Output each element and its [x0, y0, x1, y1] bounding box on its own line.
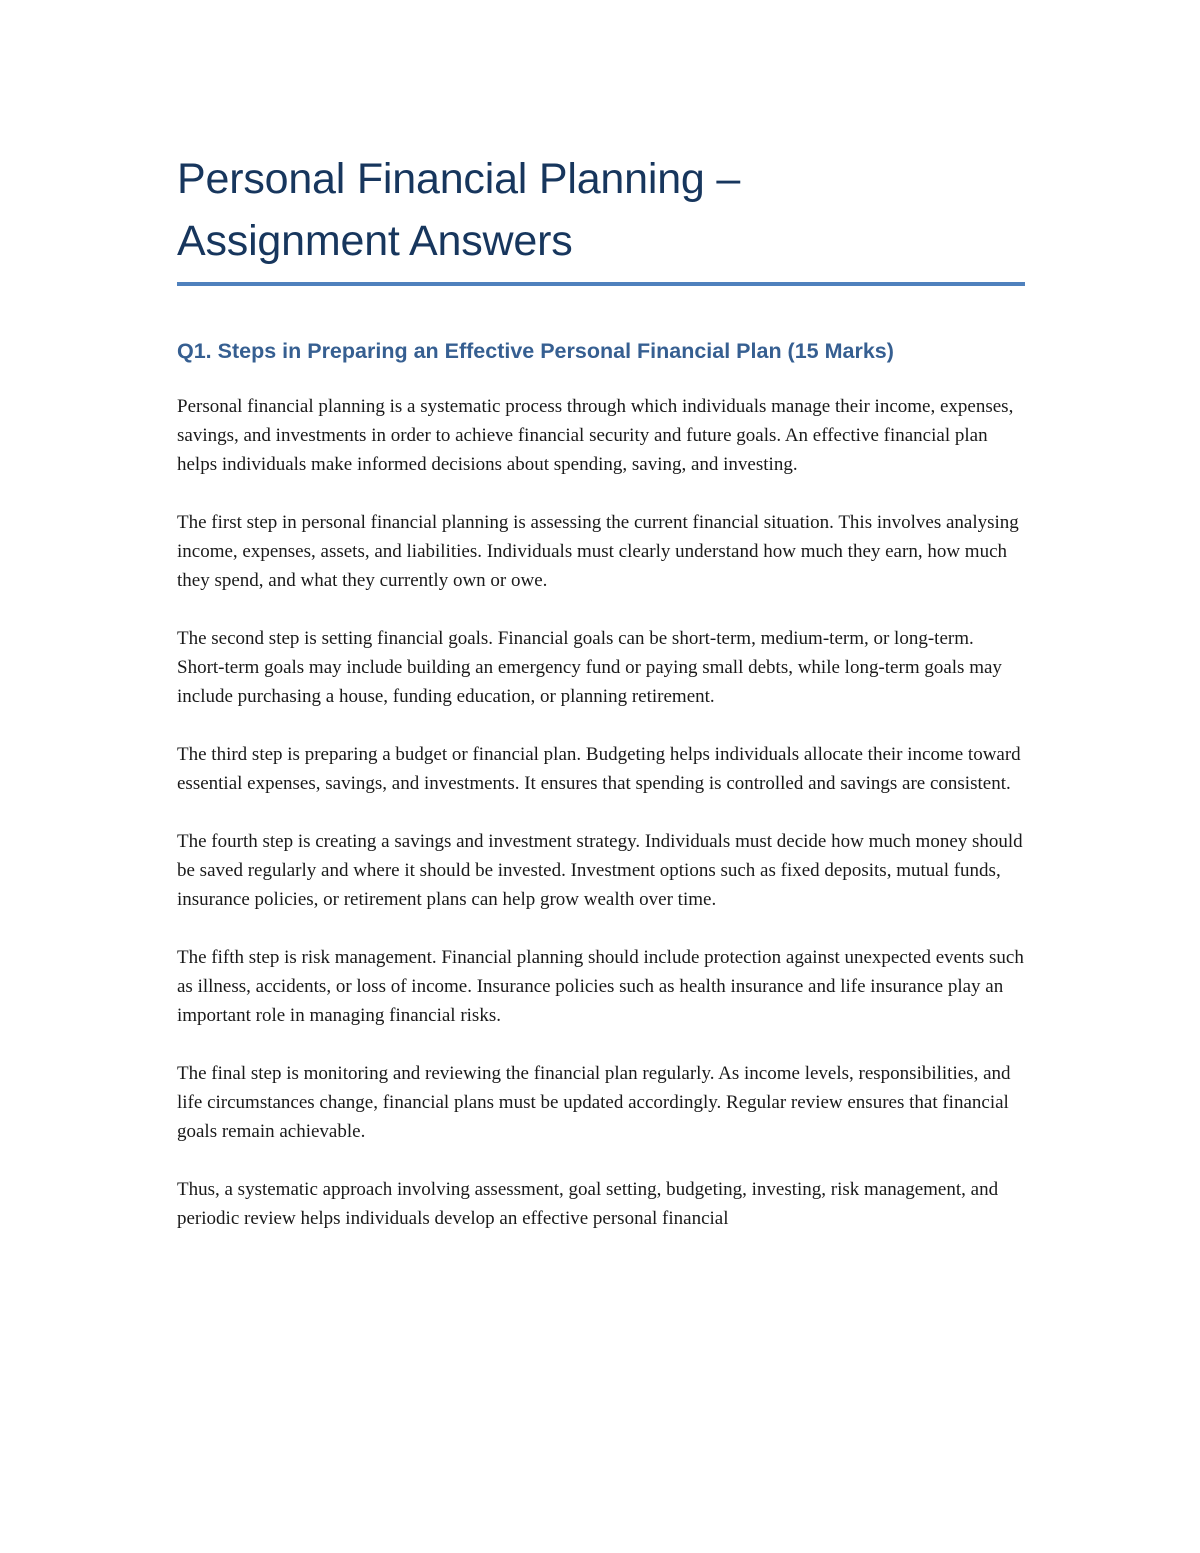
paragraph-intro: Personal financial planning is a systematic process through which individuals manage their income, expenses, savings, and investments in order to achieve financial security and future goals. An effective financial plan helps individuals make informed decisions about spending, saving, and investing.	[177, 396, 1014, 475]
paragraph-conclusion: Thus, a systematic approach involving assessment, goal setting, budgeting, investing, risk management, and periodic review helps individuals develop an effective personal financial	[177, 1179, 999, 1229]
document-title-line-2: Assignment Answers	[177, 217, 573, 265]
document-title	[177, 148, 1025, 272]
paragraph-step-1: The first step in personal financial planning is assessing the current financial situation. This involves analysing income, expenses, assets, and liabilities. Individuals must clearly understand how much they earn, how much they spend, and what they currently own or owe.	[177, 512, 1019, 591]
paragraph-step-final: The final step is monitoring and reviewing the financial plan regularly. As income levels, responsibilities, and life circumstances change, financial plans must be updated accordingly. Regular review ensures that financial goals remain achievable.	[177, 1063, 1011, 1142]
paragraph-step-2: The second step is setting financial goals. Financial goals can be short-term, medium-term, or long-term. Short-term goals may include building an emergency fund or paying small debts, while long-term goals may include purchasing a house, funding education, or planning retirement.	[177, 628, 1002, 707]
paragraph-step-4: The fourth step is creating a savings and investment strategy. Individuals must decide how much money should be saved regularly and where it should be invested. Investment options such as fixed deposits, mutual funds, insurance policies, or retirement plans can help grow wealth over time.	[177, 831, 1023, 910]
document-title-line-1: Personal Financial Planning –	[177, 155, 741, 203]
paragraph-step-5: The fifth step is risk management. Financial planning should include protection against unexpected events such as illness, accidents, or loss of income. Insurance policies such as health insurance and life insurance play an important role in managing financial risks.	[177, 947, 1024, 1026]
title-underline-rule	[177, 282, 1025, 286]
paragraph-step-3: The third step is preparing a budget or financial plan. Budgeting helps individuals allocate their income toward essential expenses, savings, and investments. It ensures that spending is controlled and savings are consistent.	[177, 744, 1021, 794]
q1-heading: Q1. Steps in Preparing an Effective Personal Financial Plan (15 Marks)	[177, 339, 894, 363]
document-content	[177, 148, 1025, 1233]
